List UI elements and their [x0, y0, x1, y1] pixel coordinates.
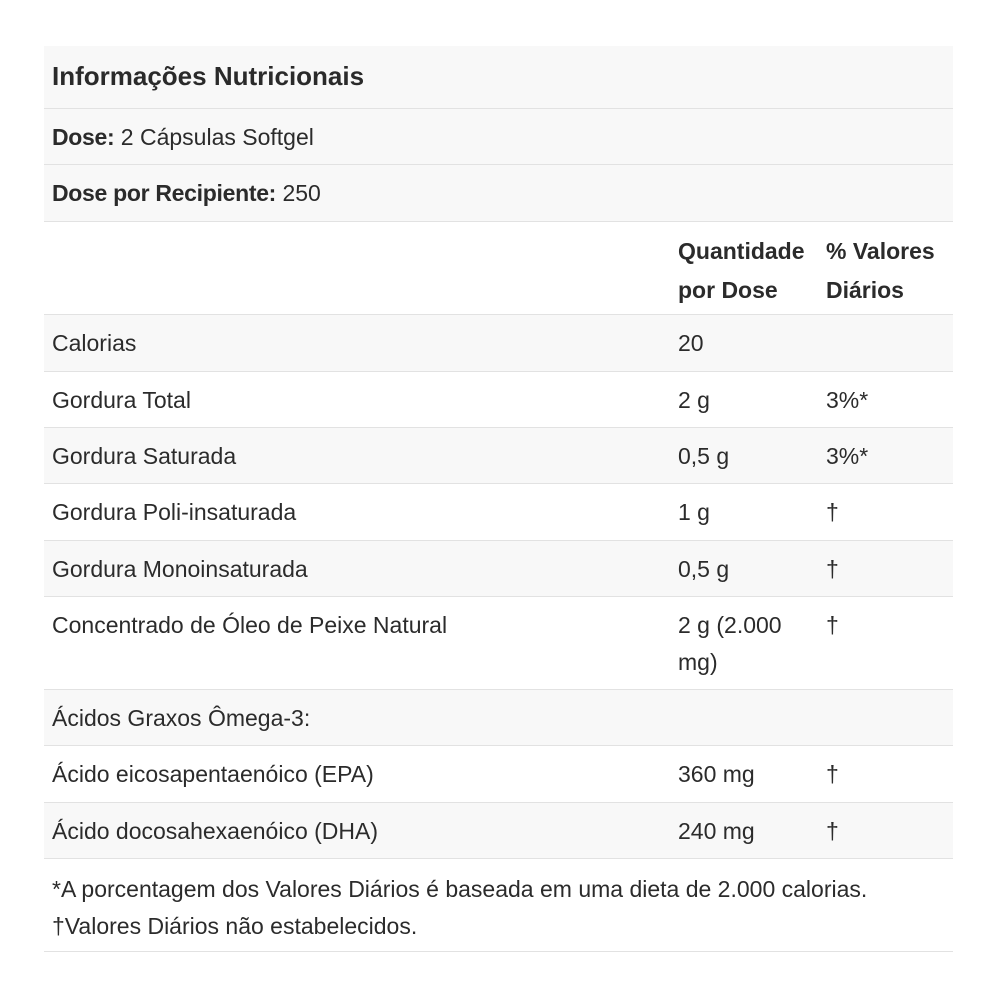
- nutrient-dv: †: [826, 499, 839, 525]
- serving-size-value: 2 Cápsulas Softgel: [120, 124, 314, 150]
- table-row: [44, 803, 953, 859]
- nutrient-amount: [678, 690, 826, 745]
- nutrient-amount: 0,5 g: [678, 556, 730, 582]
- footnote-not-established: †Valores Diários não estabelecidos.: [52, 913, 418, 939]
- nutrient-dv: [826, 690, 953, 745]
- footnotes: [44, 859, 953, 952]
- serving-size-row: [44, 109, 953, 165]
- table-row: [44, 690, 953, 746]
- nutrient-amount: 2 g (2.000 mg): [678, 612, 782, 675]
- header-dv-line2: Diários: [826, 277, 904, 303]
- nutrient-dv: †: [826, 612, 839, 638]
- nutrient-name: Concentrado de Óleo de Peixe Natural: [52, 612, 448, 638]
- nutrient-name: Gordura Monoinsaturada: [52, 556, 308, 582]
- nutrient-name: Gordura Saturada: [52, 443, 237, 469]
- nutrient-amount: 20: [678, 330, 704, 356]
- nutrient-name: Ácidos Graxos Ômega-3:: [52, 705, 311, 731]
- table-row: [44, 315, 953, 372]
- nutrient-dv: †: [826, 761, 839, 787]
- nutrient-name: Calorias: [52, 330, 137, 356]
- table-row: [44, 746, 953, 803]
- nutrient-name: Ácido docosahexaenóico (DHA): [52, 818, 379, 844]
- nutrient-amount: 360 mg: [678, 761, 755, 787]
- nutrient-name: Gordura Total: [52, 387, 191, 413]
- table-header-row: [44, 222, 953, 315]
- nutrient-amount: 1 g: [678, 499, 710, 525]
- nutrient-dv: 3%*: [826, 443, 869, 469]
- serving-size-label: Dose:: [52, 124, 115, 150]
- nutrient-dv: 3%*: [826, 387, 869, 413]
- nutrient-amount: 0,5 g: [678, 443, 730, 469]
- nutrient-amount: 240 mg: [678, 818, 755, 844]
- table-row: [44, 428, 953, 484]
- header-dv-line1: % Valores: [826, 238, 935, 264]
- header-amount-cell: [678, 222, 826, 314]
- nutrient-name: Ácido eicosapentaenóico (EPA): [52, 761, 374, 787]
- nutrient-dv: †: [826, 556, 839, 582]
- nutrient-dv: [826, 315, 953, 371]
- table-row: [44, 484, 953, 541]
- panel-title: Informações Nutricionais: [44, 46, 953, 109]
- table-row: [44, 597, 953, 690]
- servings-per-container-label: Dose por Recipiente:: [52, 180, 277, 206]
- table-row: [44, 372, 953, 428]
- nutrient-name: Gordura Poli-insaturada: [52, 499, 297, 525]
- servings-per-container-row: [44, 165, 953, 222]
- footnote-daily-value: *A porcentagem dos Valores Diários é baseada em uma dieta de 2.000 calorias.: [52, 876, 868, 902]
- header-amount-line2: por Dose: [678, 277, 778, 303]
- header-dv-cell: [826, 222, 953, 314]
- table-row: [44, 541, 953, 597]
- servings-per-container-value: 250: [282, 180, 321, 206]
- nutrient-amount: 2 g: [678, 387, 710, 413]
- header-amount-line1: Quantidade: [678, 238, 805, 264]
- nutrient-dv: †: [826, 818, 839, 844]
- header-nutrient-cell: [52, 222, 678, 314]
- nutrition-facts-panel: [44, 46, 953, 952]
